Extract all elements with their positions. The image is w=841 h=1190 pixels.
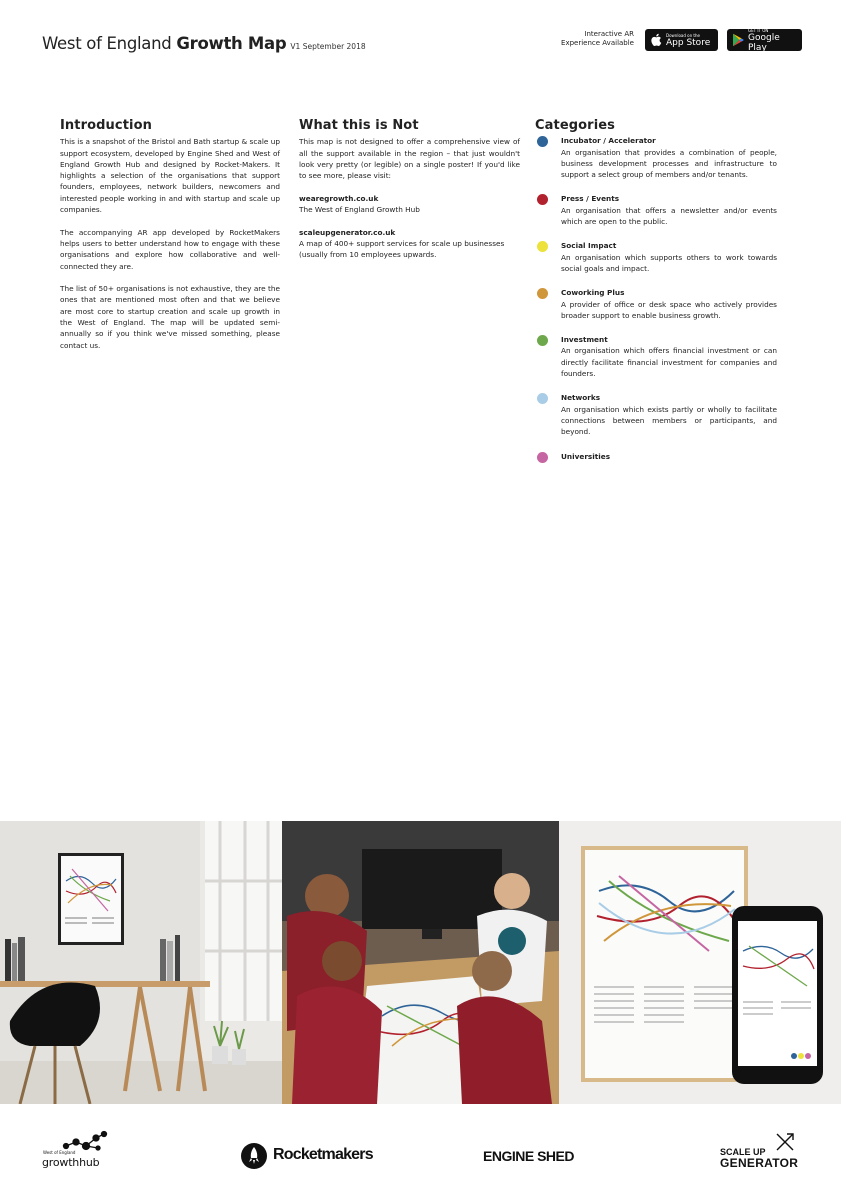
ar-line-1: Interactive AR bbox=[584, 30, 634, 38]
categories-heading: Categories bbox=[535, 118, 616, 133]
category-dot-icon bbox=[537, 241, 548, 252]
rocketmakers-text: Rocketmakers bbox=[273, 1146, 373, 1163]
growthhub-text: growthhub bbox=[42, 1156, 100, 1169]
scaleupgenerator-desc: A map of 400+ support services for scale up businesses (usually from 10 employees upwards. bbox=[299, 238, 505, 260]
category-desc: An organisation that provides a combination of people, business development processes and infrastructure to support a select group of members and/or tenants. bbox=[561, 147, 777, 180]
page-title bbox=[42, 34, 366, 53]
wearegrowth-link[interactable]: wearegrowth.co.uk bbox=[299, 193, 379, 203]
engineshed-text: ENGINE SHED bbox=[483, 1148, 574, 1164]
generator-text: GENERATOR bbox=[720, 1156, 799, 1170]
introduction-section bbox=[60, 120, 280, 362]
scaleup-generator-logo bbox=[718, 1130, 803, 1175]
rocketmakers-logo bbox=[240, 1130, 373, 1175]
link-block-2 bbox=[299, 227, 520, 261]
google-play-badge[interactable] bbox=[727, 29, 802, 51]
google-play-label: Google Play bbox=[748, 32, 780, 53]
apple-icon bbox=[650, 33, 662, 47]
category-name: Incubator / Accelerator bbox=[561, 136, 656, 146]
category-desc: An organisation which exists partly or wholly to facilitate connections between members or participants, and beyond. bbox=[561, 404, 777, 437]
photo-poster-phone bbox=[559, 821, 841, 1104]
what-not-paragraph: This map is not designed to offer a comprehensive view of all the support available in the region – that just wouldn't look very pretty (or legible) on a single poster! If you'd like to see more, please visit: bbox=[299, 137, 520, 181]
category-name: Networks bbox=[561, 393, 601, 403]
category-desc: An organisation which supports others to work towards social goals and impact. bbox=[561, 252, 777, 273]
category-investment bbox=[535, 334, 777, 379]
google-play-icon bbox=[732, 33, 744, 47]
category-dot-icon bbox=[537, 393, 548, 404]
photo-room-poster bbox=[0, 821, 282, 1104]
scaleup-arrow-icon bbox=[773, 1130, 797, 1152]
category-incubator bbox=[535, 135, 777, 180]
app-store-badge[interactable] bbox=[645, 29, 718, 51]
introduction-heading: Introduction bbox=[60, 118, 152, 133]
link-block-1 bbox=[299, 193, 520, 216]
app-store-label: App Store bbox=[666, 37, 711, 48]
category-dot-icon bbox=[537, 452, 548, 463]
rocket-icon bbox=[240, 1142, 268, 1170]
what-not-section bbox=[299, 120, 520, 272]
category-desc: A provider of office or desk space who actively provides broader support to enable business growth. bbox=[561, 299, 777, 320]
category-name: Coworking Plus bbox=[561, 288, 625, 298]
title-regular: West of England bbox=[42, 34, 177, 53]
category-name: Social Impact bbox=[561, 241, 617, 251]
category-dot-icon bbox=[537, 136, 548, 147]
categories-section bbox=[535, 120, 777, 475]
category-dot-icon bbox=[537, 335, 548, 346]
category-dot-icon bbox=[537, 288, 548, 299]
partner-logos bbox=[0, 1130, 841, 1175]
intro-paragraph-3: The list of 50+ organisations is not exhaustive, they are the ones that are mentioned most often and that we believe are most core to startup creation and scale up growth in the West of England. The map will be updated semi-annually so if you think we've missed something, please contact us. bbox=[60, 284, 280, 350]
category-press-events bbox=[535, 193, 777, 227]
google-play-small-label: GET IT ON bbox=[748, 27, 769, 33]
engineshed-logo bbox=[483, 1130, 587, 1175]
categories-list bbox=[535, 135, 777, 462]
category-dot-icon bbox=[537, 194, 548, 205]
wearegrowth-desc: The West of England Growth Hub bbox=[299, 205, 420, 215]
category-coworking bbox=[535, 287, 777, 321]
ar-line-2: Experience Available bbox=[561, 39, 634, 47]
app-store-small-label: Download on the bbox=[666, 32, 700, 38]
category-social-impact bbox=[535, 240, 777, 274]
what-not-heading: What this is Not bbox=[299, 118, 419, 133]
category-name: Investment bbox=[561, 335, 608, 345]
scaleupgenerator-link[interactable]: scaleupgenerator.co.uk bbox=[299, 227, 396, 237]
growthhub-small-text: West of England bbox=[43, 1150, 76, 1155]
category-universities bbox=[535, 451, 777, 462]
scaleup-text: SCALE UP bbox=[720, 1147, 766, 1157]
version-label: V1 September 2018 bbox=[290, 42, 366, 51]
ar-experience-label bbox=[561, 30, 634, 48]
growthhub-logo bbox=[40, 1130, 120, 1175]
page-header bbox=[42, 27, 802, 58]
intro-paragraph-1: This is a snapshot of the Bristol and Bath startup & scale up support ecosystem, developed by Engine Shed and West of England Growth Hub and designed by Rocket-Makers. It highlights a selection of the organisations that support founders, employees, network builders, newcomers and interested people working in and with startup and scale up companies. bbox=[60, 137, 280, 215]
category-desc: An organisation which offers financial investment or can directly facilitate financial investment for companies and founders. bbox=[561, 346, 777, 379]
category-name: Press / Events bbox=[561, 194, 620, 204]
photo-team-table bbox=[282, 821, 559, 1104]
network-icon bbox=[40, 1130, 120, 1152]
photo-strip bbox=[0, 821, 841, 1104]
title-bold: Growth Map bbox=[176, 34, 287, 53]
category-desc: An organisation that offers a newsletter and/or events which are open to the public. bbox=[561, 205, 777, 227]
category-networks bbox=[535, 392, 777, 437]
intro-paragraph-2: The accompanying AR app developed by RocketMakers helps users to better understand how to engage with these organisations and explore how collaborative and well-connected they are. bbox=[60, 227, 280, 271]
category-name: Universities bbox=[561, 451, 611, 461]
